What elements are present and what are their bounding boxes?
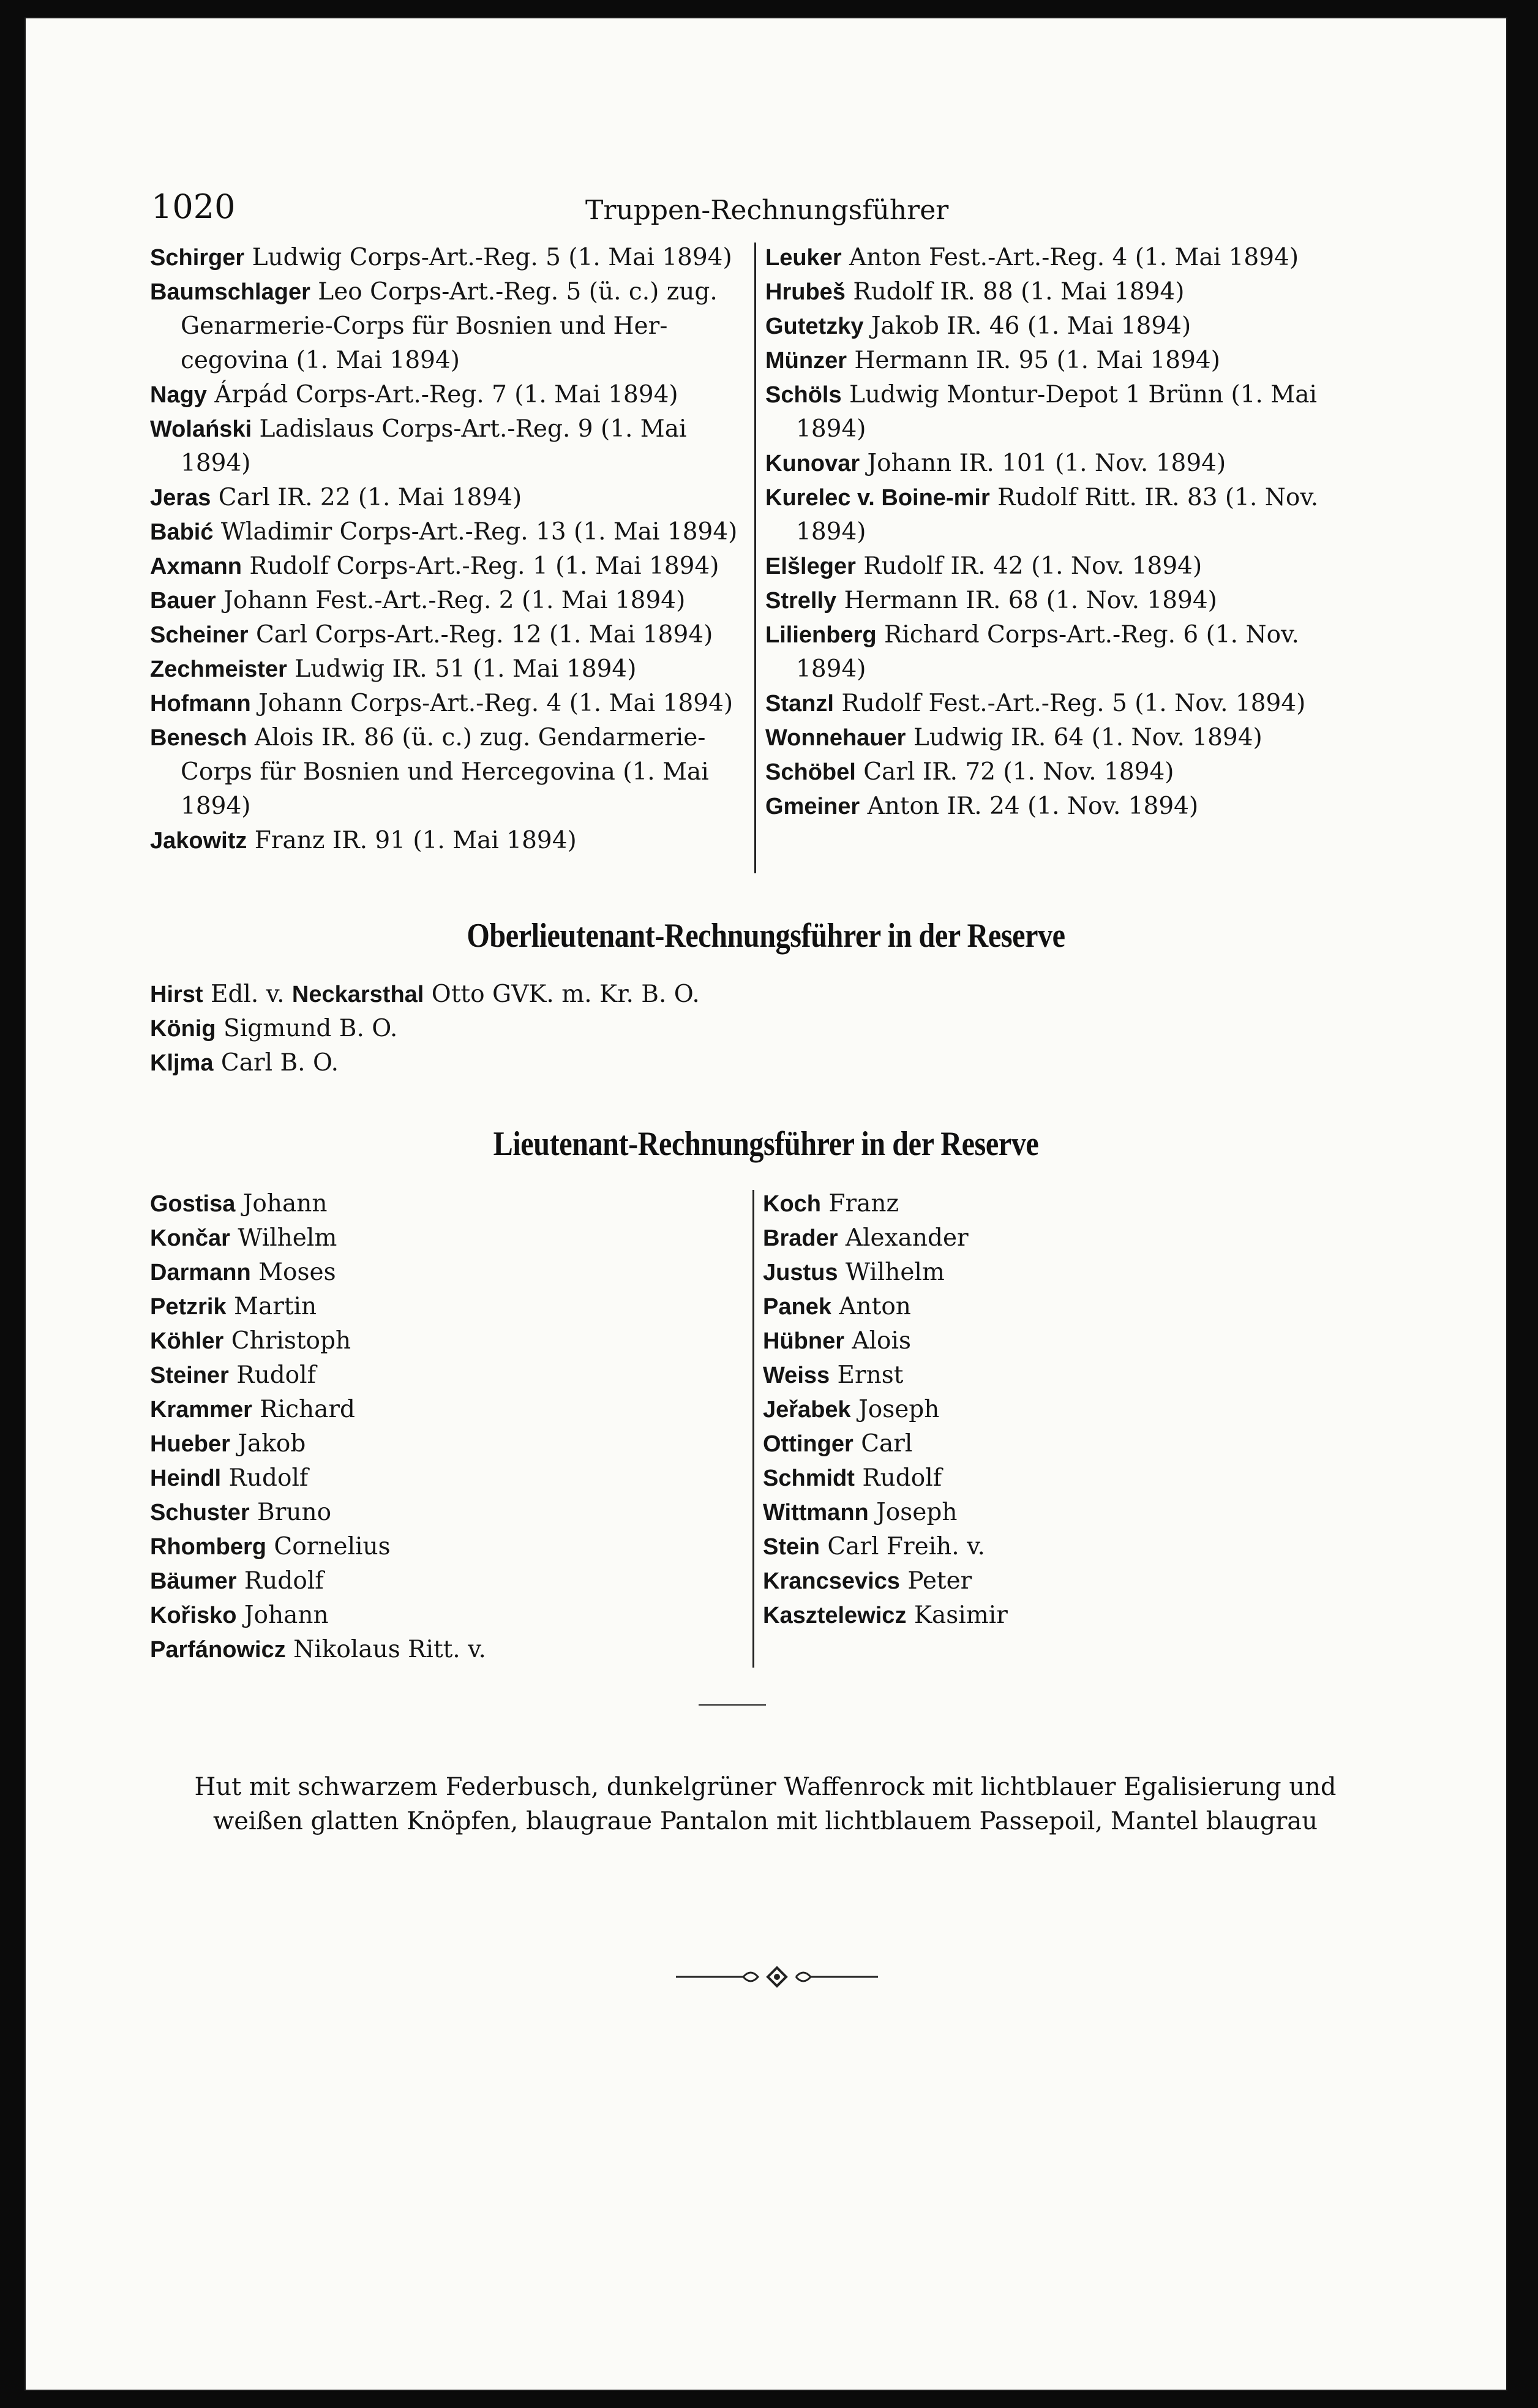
list-item xyxy=(150,1290,762,1324)
entry-detail: Richard Corps-Art.-Reg. 6 (1. Nov. xyxy=(883,621,1299,649)
entry-name: Kljma xyxy=(150,1050,214,1076)
entry-name: Gmeiner xyxy=(765,794,860,819)
entry-detail: Ladislaus Corps-Art.-Reg. 9 (1. Mai xyxy=(259,415,687,443)
entry-detail: Richard xyxy=(260,1396,355,1423)
entry-detail: Carl Corps-Art.-Reg. 12 (1. Mai 1894) xyxy=(255,621,713,649)
entry-detail: Ludwig IR. 64 (1. Nov. 1894) xyxy=(913,724,1262,751)
entry-name: Hofmann xyxy=(150,691,251,717)
entry-detail: Anton xyxy=(839,1293,911,1320)
list-item xyxy=(150,1633,762,1667)
entry-detail: Leo Corps-Art.-Reg. 5 (ü. c.) zug. xyxy=(318,278,718,306)
list-item xyxy=(763,1530,1375,1564)
list-item xyxy=(763,1393,1375,1427)
entry-detail: Rudolf IR. 88 (1. Mai 1894) xyxy=(853,278,1185,306)
entry-detail: Sigmund B. O. xyxy=(223,1015,398,1042)
entry-name: Hirst xyxy=(150,982,203,1007)
entry-detail: Martin xyxy=(234,1293,317,1320)
entry-detail: Alois xyxy=(852,1327,912,1355)
entry-detail: Moses xyxy=(258,1259,336,1286)
entry-name: Jeras xyxy=(150,485,211,511)
entry-name: Ottinger xyxy=(763,1431,853,1457)
entry-detail: Carl IR. 72 (1. Nov. 1894) xyxy=(863,758,1174,786)
list-item xyxy=(765,789,1408,824)
lieutenant-left-column xyxy=(150,1187,762,1667)
list-item xyxy=(150,618,771,652)
entry-detail: Johann xyxy=(242,1190,328,1217)
entry-name: Brader xyxy=(763,1225,838,1251)
entry-name: Heindl xyxy=(150,1465,222,1491)
entry-detail: Nikolaus Ritt. v. xyxy=(293,1636,486,1663)
entry-name: Kořisko xyxy=(150,1603,237,1628)
uniform-note-line-2: weißen glatten Knöpfen, blaugraue Pantalon mit lichtblauem Passepoil, Mantel blaugrau xyxy=(212,1807,1318,1835)
list-item xyxy=(763,1255,1375,1290)
entry-detail: Carl IR. 22 (1. Mai 1894) xyxy=(218,484,522,511)
entry-name: Krancsevics xyxy=(763,1568,900,1594)
entry-continuation: 1894) xyxy=(181,450,251,477)
list-item xyxy=(150,584,771,618)
entry-continuation: Corps für Bosnien und Hercegovina (1. Mai xyxy=(181,758,709,786)
list-item xyxy=(150,1255,762,1290)
section-title-lieutenant: Lieutenant-Rechnungsführer in der Reserve xyxy=(493,1125,1039,1163)
entry-continuation: 1894) xyxy=(181,792,251,820)
list-item xyxy=(150,241,771,275)
entry-name: Leuker xyxy=(765,245,842,271)
list-item xyxy=(150,412,771,481)
list-item xyxy=(765,721,1408,755)
entry-name: Schöbel xyxy=(765,759,856,785)
entry-detail: Rudolf xyxy=(228,1464,309,1492)
entry-detail: Joseph xyxy=(876,1499,958,1526)
entry-name: Parfánowicz xyxy=(150,1637,286,1663)
list-item xyxy=(150,1358,762,1393)
entry-name: Wonnehauer xyxy=(765,725,906,751)
list-item xyxy=(765,344,1408,378)
entry-detail: Rudolf xyxy=(862,1464,942,1492)
entry-name: Benesch xyxy=(150,725,247,751)
entry-detail: Hermann IR. 95 (1. Mai 1894) xyxy=(854,347,1220,374)
list-item xyxy=(765,755,1408,789)
entry-detail: Johann Fest.-Art.-Reg. 2 (1. Mai 1894) xyxy=(223,587,686,614)
uniform-note-line-1: Hut mit schwarzem Federbusch, dunkelgrüner Waffenrock mit lichtblauer Egalisierung und xyxy=(194,1773,1337,1801)
list-item xyxy=(763,1187,1375,1221)
entry-name: Bauer xyxy=(150,588,216,614)
entry-name: Rhomberg xyxy=(150,1534,266,1560)
list-item xyxy=(765,549,1408,584)
list-item xyxy=(150,1564,762,1598)
entry-detail: Franz xyxy=(828,1190,899,1217)
entry-detail: Carl B. O. xyxy=(220,1049,339,1077)
ornament-divider-icon xyxy=(676,1958,878,1995)
entry-name: Wolański xyxy=(150,416,252,442)
entry-name: Krammer xyxy=(150,1397,252,1423)
list-item xyxy=(150,1461,762,1496)
entry-name: Babić xyxy=(150,519,214,545)
entry-name: Elšleger xyxy=(765,554,856,579)
entry-detail: Rudolf Fest.-Art.-Reg. 5 (1. Nov. 1894) xyxy=(841,690,1306,717)
list-item xyxy=(150,1187,762,1221)
list-item xyxy=(765,446,1408,481)
list-item xyxy=(763,1496,1375,1530)
oberlieutenant-list xyxy=(150,977,1130,1080)
entry-name: Münzer xyxy=(765,348,847,374)
entry-detail: Johann IR. 101 (1. Nov. 1894) xyxy=(867,450,1226,477)
entry-name: König xyxy=(150,1016,216,1042)
list-item xyxy=(150,977,1130,1012)
entry-detail: Carl xyxy=(861,1430,913,1458)
entry-name: Schmidt xyxy=(763,1465,855,1491)
entry-name: Jakowitz xyxy=(150,828,247,854)
list-item xyxy=(765,687,1408,721)
list-item xyxy=(763,1461,1375,1496)
entry-detail: Ludwig IR. 51 (1. Mai 1894) xyxy=(294,655,637,683)
list-item xyxy=(763,1564,1375,1598)
list-item xyxy=(150,721,771,824)
list-item xyxy=(150,1530,762,1564)
entry-detail: Hermann IR. 68 (1. Nov. 1894) xyxy=(844,587,1217,614)
entry-name: Hrubeš xyxy=(765,279,846,305)
entry-name: Axmann xyxy=(150,554,242,579)
short-separator xyxy=(699,1704,766,1706)
entry-detail: Bruno xyxy=(257,1499,332,1526)
entry-detail: Christoph xyxy=(231,1327,351,1355)
entry-detail: Rudolf Ritt. IR. 83 (1. Nov. xyxy=(997,484,1319,511)
entry-name: Schirger xyxy=(150,245,245,271)
entry-name: Gostisa xyxy=(150,1191,236,1217)
list-item xyxy=(150,1496,762,1530)
entry-name: Hueber xyxy=(150,1431,230,1457)
entry-detail: Jakob xyxy=(238,1430,306,1458)
entry-detail: Alexander xyxy=(845,1224,969,1252)
list-item xyxy=(150,824,771,858)
entry-name: Stein xyxy=(763,1534,820,1560)
entry-name: Wittmann xyxy=(763,1500,869,1526)
top-right-column xyxy=(765,241,1408,824)
entry-detail: Jakob IR. 46 (1. Mai 1894) xyxy=(871,312,1191,340)
list-item xyxy=(150,481,771,515)
entry-detail: Carl Freih. v. xyxy=(827,1533,985,1560)
entry-detail: Wilhelm xyxy=(238,1224,337,1252)
top-left-column xyxy=(150,241,771,858)
entry-name: Lilienberg xyxy=(765,622,877,648)
list-item xyxy=(150,549,771,584)
entry-continuation: 1894) xyxy=(796,655,866,683)
list-item xyxy=(150,687,771,721)
entry-detail: Rudolf xyxy=(236,1361,317,1389)
entry-name: Schöls xyxy=(765,382,842,408)
entry-name: Panek xyxy=(763,1294,831,1320)
entry-detail: Anton Fest.-Art.-Reg. 4 (1. Mai 1894) xyxy=(849,244,1299,271)
list-item xyxy=(765,618,1408,687)
list-item xyxy=(765,378,1408,446)
entry-name: Kurelec v. Boine-mir xyxy=(765,485,990,511)
section-title-oberlieutenant: Oberlieutenant-Rechnungsführer in der Reserve xyxy=(467,917,1065,955)
list-item xyxy=(765,584,1408,618)
entry-continuation: Genarmerie-Corps für Bosnien und Her- xyxy=(181,312,668,340)
list-item xyxy=(765,241,1408,275)
entry-name: Nagy xyxy=(150,382,207,408)
list-item xyxy=(150,1046,1130,1080)
entry-detail: Ludwig Corps-Art.-Reg. 5 (1. Mai 1894) xyxy=(252,244,732,271)
entry-detail: Peter xyxy=(907,1567,972,1595)
entry-detail: Johann Corps-Art.-Reg. 4 (1. Mai 1894) xyxy=(258,690,733,717)
entry-detail: Cornelius xyxy=(274,1533,391,1560)
entry-name: Zechmeister xyxy=(150,657,287,682)
list-item xyxy=(150,378,771,412)
entry-detail: Ludwig Montur-Depot 1 Brünn (1. Mai xyxy=(849,381,1317,408)
entry-name: Kunovar xyxy=(765,451,860,476)
entry-name: Steiner xyxy=(150,1363,229,1388)
list-item xyxy=(150,1598,762,1633)
list-item xyxy=(150,652,771,687)
lieutenant-right-column xyxy=(763,1187,1375,1633)
entry-name: Köhler xyxy=(150,1328,224,1354)
entry-name: Koch xyxy=(763,1191,821,1217)
list-item xyxy=(763,1427,1375,1461)
entry-name: Hübner xyxy=(763,1328,844,1354)
entry-detail: Franz IR. 91 (1. Mai 1894) xyxy=(254,827,577,854)
list-item xyxy=(763,1324,1375,1358)
entry-name: Gutetzky xyxy=(765,314,864,339)
entry-name: Darmann xyxy=(150,1260,251,1285)
entry-name: Petzrik xyxy=(150,1294,227,1320)
list-item xyxy=(150,515,771,549)
column-divider-bottom xyxy=(752,1190,754,1668)
entry-detail: Ernst xyxy=(837,1361,904,1389)
list-item xyxy=(150,1324,762,1358)
entry-name: Baumschlager xyxy=(150,279,310,305)
list-item xyxy=(765,275,1408,309)
entry-name: Kasztelewicz xyxy=(763,1603,907,1628)
list-item xyxy=(765,309,1408,344)
entry-detail: Otto GVK. m. Kr. B. O. xyxy=(431,980,700,1008)
column-divider-top xyxy=(754,243,756,873)
running-title: Truppen-Rechnungsführer xyxy=(585,195,949,226)
list-item xyxy=(763,1221,1375,1255)
entry-detail: Edl. v. xyxy=(210,980,285,1008)
entry-detail: Árpád Corps-Art.-Reg. 7 (1. Mai 1894) xyxy=(214,381,678,408)
list-item xyxy=(150,1221,762,1255)
entry-name: Strelly xyxy=(765,588,837,614)
list-item xyxy=(763,1358,1375,1393)
entry-continuation: 1894) xyxy=(796,518,866,546)
entry-continuation: cegovina (1. Mai 1894) xyxy=(181,347,460,374)
entry-name: Stanzl xyxy=(765,691,834,717)
list-item xyxy=(763,1290,1375,1324)
entry-detail: Joseph xyxy=(858,1396,940,1423)
entry-detail: Wilhelm xyxy=(845,1259,945,1286)
list-item xyxy=(765,481,1408,549)
entry-detail: Johann xyxy=(244,1601,329,1629)
entry-name: Weiss xyxy=(763,1363,830,1388)
entry-detail: Rudolf xyxy=(244,1567,324,1595)
entry-name: Bäumer xyxy=(150,1568,237,1594)
uniform-note xyxy=(135,1770,1396,1838)
list-item xyxy=(150,1427,762,1461)
entry-name: Scheiner xyxy=(150,622,249,648)
entry-detail: Alois IR. 86 (ü. c.) zug. Gendarmerie- xyxy=(254,724,706,751)
list-item xyxy=(150,1012,1130,1046)
entry-detail: Wladimir Corps-Art.-Reg. 13 (1. Mai 1894) xyxy=(220,518,738,546)
entry-name: Neckarsthal xyxy=(291,982,424,1007)
entry-detail: Kasimir xyxy=(913,1601,1008,1629)
list-item xyxy=(150,1393,762,1427)
list-item xyxy=(150,275,771,378)
entry-name: Jeřabek xyxy=(763,1397,851,1423)
entry-detail: Rudolf Corps-Art.-Reg. 1 (1. Mai 1894) xyxy=(249,552,719,580)
entry-detail: Rudolf IR. 42 (1. Nov. 1894) xyxy=(863,552,1202,580)
page-number: 1020 xyxy=(151,187,236,226)
entry-detail: Anton IR. 24 (1. Nov. 1894) xyxy=(867,792,1199,820)
list-item xyxy=(763,1598,1375,1633)
entry-continuation: 1894) xyxy=(796,415,866,443)
page xyxy=(24,17,1507,2391)
entry-name: Justus xyxy=(763,1260,838,1285)
entry-name: Schuster xyxy=(150,1500,250,1526)
entry-name: Končar xyxy=(150,1225,230,1251)
